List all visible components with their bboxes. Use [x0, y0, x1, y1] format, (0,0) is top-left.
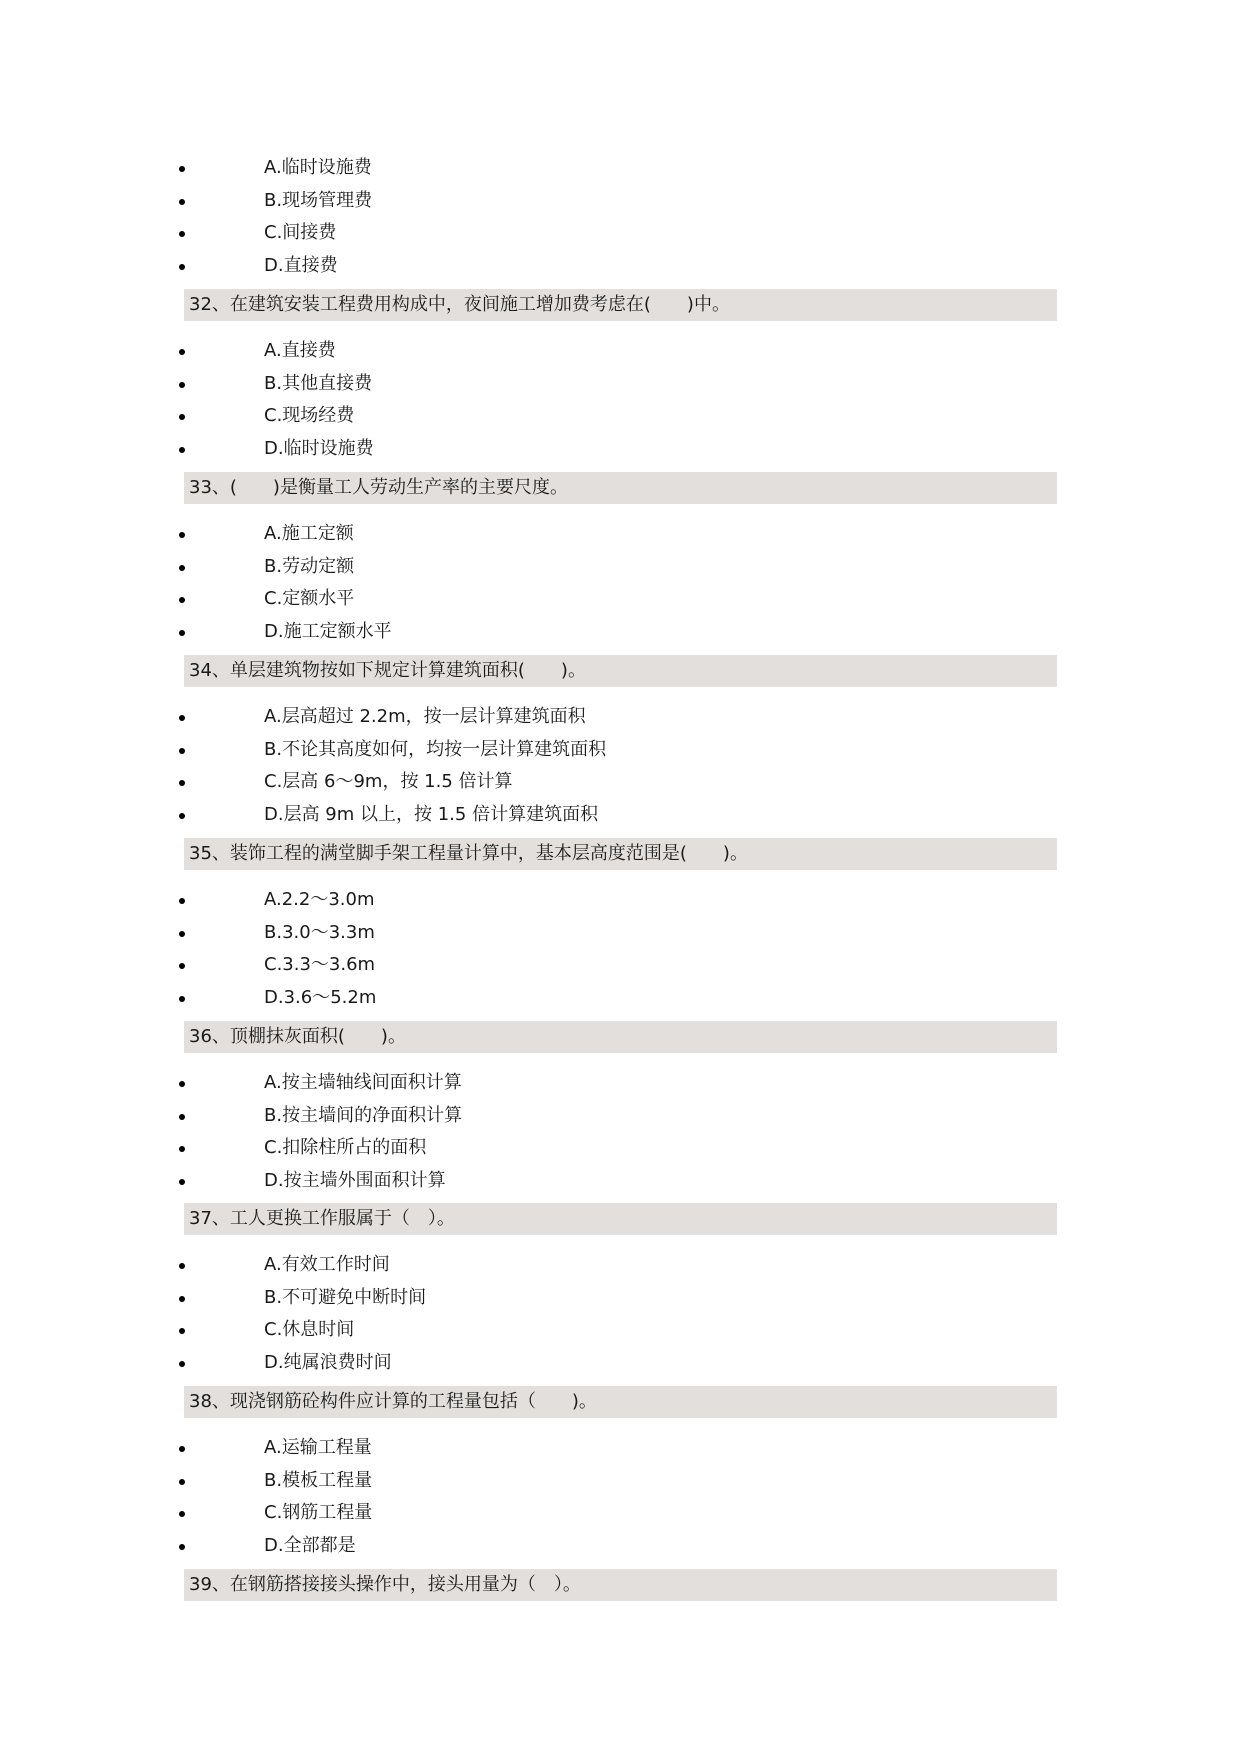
option-text: B.不论其高度如何，均按一层计算建筑面积 [264, 738, 607, 760]
bullet-icon [179, 532, 185, 538]
option-text: B.3.0～3.3m [264, 921, 375, 943]
bullet-icon [179, 630, 185, 636]
option-item [170, 766, 1070, 799]
bullet-icon [179, 715, 185, 721]
option-item [170, 433, 1070, 466]
question-text: 34、单层建筑物按如下规定计算建筑面积( )。 [189, 660, 586, 681]
option-text: A.直接费 [264, 340, 336, 361]
option-text: D.层高 9m 以上，按 1.5 倍计算建筑面积 [264, 804, 599, 826]
question-header [184, 1203, 1057, 1235]
bullet-icon [179, 382, 185, 388]
bullet-icon [179, 166, 185, 172]
question-header [184, 838, 1057, 870]
bullet-icon [179, 1479, 185, 1485]
option-item [170, 1530, 1070, 1563]
option-item [170, 1465, 1070, 1498]
question-header [184, 1569, 1057, 1601]
option-item [170, 734, 1070, 767]
option-item [170, 217, 1070, 250]
option-list [170, 884, 1070, 1015]
option-item [170, 1165, 1070, 1198]
bullet-icon [179, 1361, 185, 1367]
question-header [184, 1386, 1057, 1418]
bullet-icon [179, 996, 185, 1002]
option-text: D.施工定额水平 [264, 621, 392, 643]
option-text: B.劳动定额 [264, 555, 355, 577]
option-text: B.模板工程量 [264, 1469, 373, 1491]
option-text: C.钢筋工程量 [264, 1502, 373, 1524]
option-text: D.按主墙外围面积计算 [264, 1170, 446, 1192]
option-list [170, 1432, 1070, 1563]
option-text: D.纯属浪费时间 [264, 1352, 392, 1374]
option-text: C.间接费 [264, 222, 337, 244]
bullet-icon [179, 447, 185, 453]
option-text: C.休息时间 [264, 1319, 355, 1341]
bullet-icon [179, 199, 185, 205]
option-text: D.3.6～5.2m [264, 987, 377, 1009]
option-item [170, 616, 1070, 649]
option-text: C.3.3～3.6m [264, 954, 376, 976]
bullet-icon [179, 898, 185, 904]
option-text: D.临时设施费 [264, 438, 374, 460]
option-list [170, 1249, 1070, 1380]
bullet-icon [179, 231, 185, 237]
option-item [170, 583, 1070, 616]
question-text: 36、顶棚抹灰面积( )。 [189, 1026, 406, 1047]
bullet-icon [179, 931, 185, 937]
question-header [184, 1021, 1057, 1053]
option-item [170, 250, 1070, 283]
option-text: A.层高超过 2.2m，按一层计算建筑面积 [264, 706, 586, 727]
option-item [170, 335, 1070, 368]
option-text: A.临时设施费 [264, 157, 372, 178]
option-item [170, 1314, 1070, 1347]
option-item [170, 917, 1070, 950]
option-item [170, 1067, 1070, 1100]
option-item [170, 1497, 1070, 1530]
option-item [170, 1347, 1070, 1380]
option-text: D.直接费 [264, 255, 338, 277]
option-text: A.运输工程量 [264, 1437, 372, 1458]
option-item [170, 551, 1070, 584]
option-item [170, 701, 1070, 734]
bullet-icon [179, 414, 185, 420]
option-text: D.全部都是 [264, 1535, 356, 1557]
option-item [170, 982, 1070, 1015]
bullet-icon [179, 1446, 185, 1452]
option-list [170, 518, 1070, 649]
option-text: A.施工定额 [264, 523, 354, 544]
option-item [170, 518, 1070, 551]
bullet-icon [179, 1179, 185, 1185]
option-text: C.定额水平 [264, 588, 355, 610]
option-item [170, 799, 1070, 832]
question-text: 37、工人更换工作服属于（ ）。 [189, 1208, 455, 1229]
bullet-icon [179, 1081, 185, 1087]
option-item [170, 368, 1070, 401]
question-header [184, 655, 1057, 687]
question-text: 33、( )是衡量工人劳动生产率的主要尺度。 [189, 477, 568, 498]
option-text: B.按主墙间的净面积计算 [264, 1104, 463, 1126]
bullet-icon [179, 565, 185, 571]
bullet-icon [179, 963, 185, 969]
option-item [170, 1249, 1070, 1282]
option-text: B.不可避免中断时间 [264, 1286, 427, 1308]
question-text: 35、装饰工程的满堂脚手架工程量计算中，基本层高度范围是( )。 [189, 843, 748, 864]
bullet-icon [179, 1544, 185, 1550]
bullet-icon [179, 264, 185, 270]
option-item [170, 1100, 1070, 1133]
option-text: B.现场管理费 [264, 189, 373, 211]
option-item [170, 1282, 1070, 1315]
option-item [170, 1432, 1070, 1465]
option-text: C.层高 6～9m，按 1.5 倍计算 [264, 771, 513, 793]
option-list [170, 1067, 1070, 1198]
option-text: A.2.2～3.0m [264, 889, 375, 910]
bullet-icon [179, 1146, 185, 1152]
option-list [170, 152, 1070, 283]
question-text: 38、现浇钢筋砼构件应计算的工程量包括（ )。 [189, 1391, 597, 1412]
question-text: 32、在建筑安装工程费用构成中，夜间施工增加费考虑在( )中。 [189, 294, 730, 315]
bullet-icon [179, 1114, 185, 1120]
bullet-icon [179, 349, 185, 355]
bullet-icon [179, 748, 185, 754]
option-text: C.现场经费 [264, 405, 355, 427]
bullet-icon [179, 780, 185, 786]
question-header [184, 289, 1057, 321]
bullet-icon [179, 1263, 185, 1269]
question-header [184, 472, 1057, 504]
option-list [170, 701, 1070, 832]
bullet-icon [179, 597, 185, 603]
bullet-icon [179, 1296, 185, 1302]
option-item [170, 152, 1070, 185]
option-item [170, 884, 1070, 917]
option-text: A.有效工作时间 [264, 1254, 390, 1275]
option-list [170, 335, 1070, 466]
option-item [170, 185, 1070, 218]
bullet-icon [179, 1511, 185, 1517]
bullet-icon [179, 813, 185, 819]
question-text: 39、在钢筋搭接接头操作中，接头用量为（ ）。 [189, 1574, 581, 1595]
option-text: A.按主墙轴线间面积计算 [264, 1072, 462, 1093]
option-text: B.其他直接费 [264, 372, 373, 394]
option-item [170, 949, 1070, 982]
bullet-icon [179, 1328, 185, 1334]
option-item [170, 400, 1070, 433]
option-item [170, 1132, 1070, 1165]
option-text: C.扣除柱所占的面积 [264, 1137, 427, 1159]
